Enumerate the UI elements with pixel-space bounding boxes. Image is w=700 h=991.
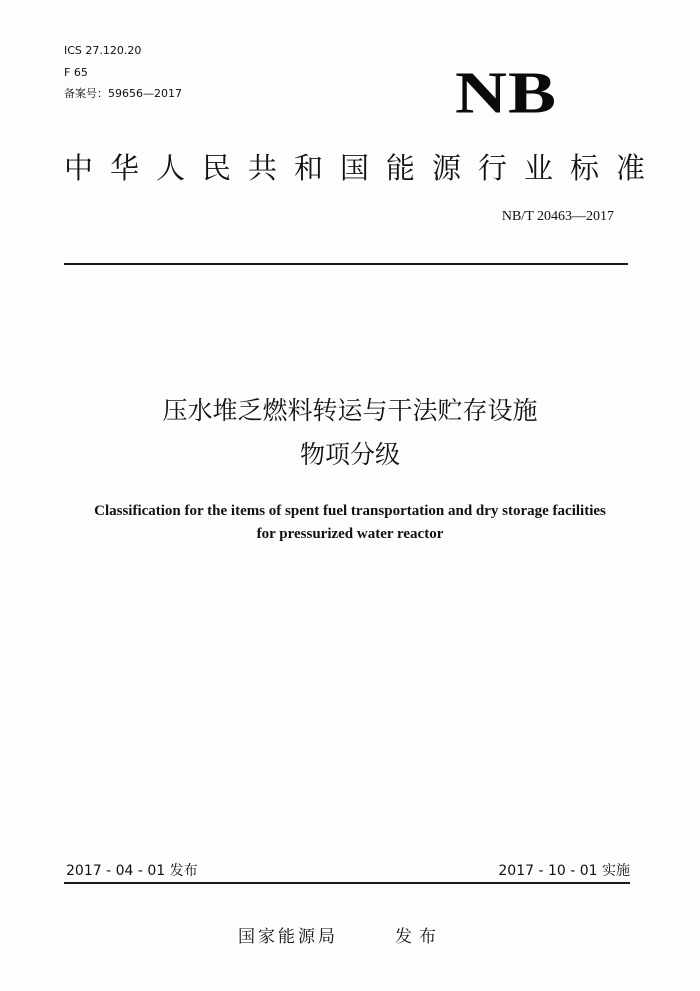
header-divider	[64, 263, 628, 265]
standard-type-title: 中华人民共和国能源行业标准	[64, 151, 663, 185]
chinese-title-line-1: 压水堆乏燃料转运与干法贮存设施	[162, 396, 538, 425]
publish-date: 2017 - 04 - 01 发布	[66, 863, 198, 879]
english-title-line-2: for pressurized water reactor	[256, 526, 444, 542]
nb-logo: NB	[455, 60, 558, 126]
issuing-authority: 国家能源局	[238, 927, 338, 947]
implement-date: 2017 - 10 - 01 实施	[498, 863, 630, 879]
ccs-code: F 65	[64, 66, 88, 79]
standard-number: NB/T 20463—2017	[501, 209, 614, 224]
issue-action: 发布	[395, 927, 443, 947]
footer-divider	[64, 882, 630, 884]
ics-code: ICS 27.120.20	[64, 44, 142, 57]
chinese-title-line-2: 物项分级	[299, 440, 400, 469]
filing-number: 备案号：59656—2017	[64, 87, 182, 100]
english-title-line-1: Classification for the items of spent fuel transportation and dry storage facilities	[94, 503, 606, 519]
